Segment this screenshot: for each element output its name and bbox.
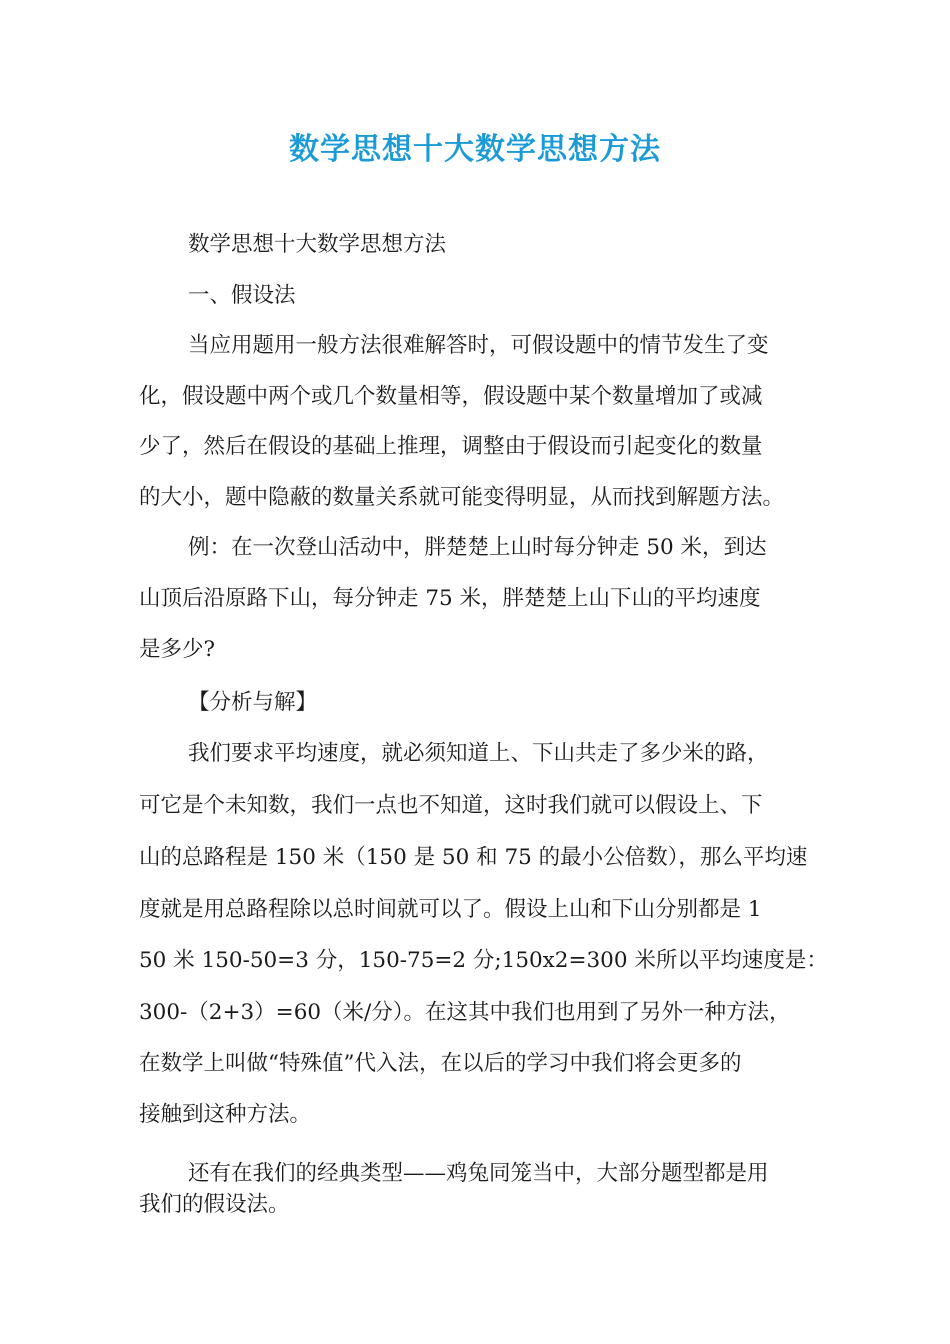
analysis-line: 300-（2+3）=60（米/分）。在这其中我们也用到了另外一种方法，	[139, 1000, 791, 1025]
paragraph-line: 当应用题用一般方法很难解答时，可假设题中的情节发生了变	[188, 333, 769, 358]
example-line: 是多少?	[139, 637, 216, 662]
section-heading: 一、假设法	[188, 283, 296, 308]
paragraph-line: 少了，然后在假设的基础上推理，调整由于假设而引起变化的数量	[139, 434, 763, 459]
analysis-line: 50 米 150-50=3 分，150-75=2 分;150x2=300 米所以平均速度是：	[139, 948, 828, 973]
closing-line: 我们的假设法。	[139, 1192, 290, 1217]
document-title: 数学思想十大数学思想方法	[289, 132, 661, 167]
analysis-line: 我们要求平均速度，就必须知道上、下山共走了多少米的路，	[188, 741, 769, 766]
analysis-line: 在数学上叫做“特殊值”代入法，在以后的学习中我们将会更多的	[139, 1051, 742, 1076]
example-line: 例：在一次登山活动中，胖楚楚上山时每分钟走 50 米，到达	[188, 535, 767, 560]
analysis-line: 山的总路程是 150 米（150 是 50 和 75 的最小公倍数），那么平均速	[139, 845, 808, 870]
example-line: 山顶后沿原路下山，每分钟走 75 米，胖楚楚上山下山的平均速度	[139, 586, 761, 611]
analysis-line: 度就是用总路程除以总时间就可以了。假设上山和下山分别都是 1	[139, 897, 762, 922]
subtitle-line: 数学思想十大数学思想方法	[188, 232, 447, 257]
paragraph-line: 的大小，题中隐蔽的数量关系就可能变得明显，从而找到解题方法。	[139, 485, 785, 510]
paragraph-line: 化，假设题中两个或几个数量相等，假设题中某个数量增加了或减	[139, 384, 763, 409]
analysis-line: 可它是个未知数，我们一点也不知道，这时我们就可以假设上、下	[139, 793, 763, 818]
analysis-heading: 【分析与解】	[188, 690, 318, 715]
closing-line: 还有在我们的经典类型——鸡兔同笼当中，大部分题型都是用	[188, 1161, 769, 1186]
analysis-line: 接触到这种方法。	[139, 1102, 312, 1127]
